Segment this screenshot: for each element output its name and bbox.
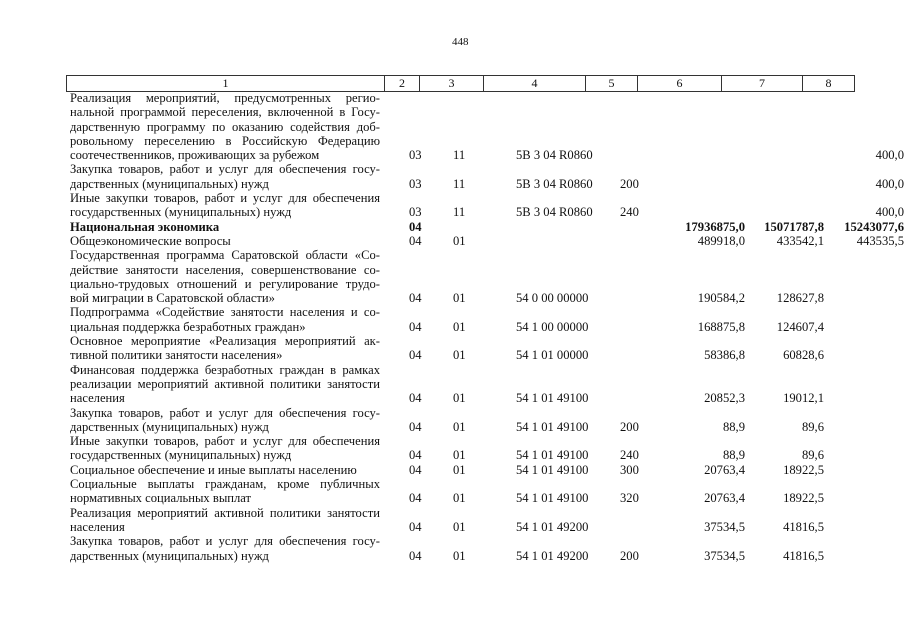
row-description [70, 220, 380, 234]
table-body [70, 91, 904, 563]
cell-col-5: 200 [620, 548, 639, 563]
cell-col-2: 03 [409, 176, 422, 191]
row-description [70, 234, 380, 248]
description-line: циально-трудовых отношений и регулирование трудо- [70, 276, 380, 291]
cell-col-2: 04 [409, 548, 422, 563]
description-line: реализации мероприятий активной политики занятости [70, 376, 380, 391]
description-line: Закупка товаров, работ и услуг для обеспечения госу- [70, 405, 380, 420]
row-description [70, 506, 380, 535]
cell-col-3: 01 [453, 319, 466, 334]
cell-col-8: 400,0 [875, 148, 904, 163]
cell-col-5: 300 [620, 462, 639, 477]
cell-col-2: 04 [409, 491, 422, 506]
cell-col-2: 04 [409, 291, 422, 306]
cell-col-6: 37534,5 [704, 548, 745, 563]
header-col-2: 2 [385, 76, 420, 91]
table-row [70, 506, 904, 535]
cell-col-7: 124607,4 [776, 319, 824, 334]
row-description [70, 477, 380, 506]
table-row [70, 434, 904, 463]
cell-col-2: 04 [409, 519, 422, 534]
header-col-4: 4 [484, 76, 586, 91]
cell-col-3: 11 [453, 205, 466, 220]
cell-col-2: 04 [409, 448, 422, 463]
cell-col-2: 04 [409, 319, 422, 334]
description-line: населения [70, 391, 125, 406]
row-description [70, 248, 380, 305]
description-line: дарственную программу по оказанию содействия доб- [70, 119, 380, 134]
table-row [70, 248, 904, 305]
description-line: Реализация мероприятий активной политики занятости [70, 505, 380, 520]
cell-col-2: 04 [409, 233, 422, 248]
cell-col-3: 01 [453, 348, 466, 363]
cell-col-4: 54 1 01 00000 [516, 348, 589, 363]
description-line: Подпрограмма «Содействие занятости населения и со- [70, 305, 380, 320]
cell-col-3: 01 [453, 462, 466, 477]
header-col-1: 1 [67, 76, 385, 91]
table-row [70, 334, 904, 363]
cell-col-4: 5B 3 04 R0860 [516, 148, 593, 163]
description-line: Основное мероприятие «Реализация мероприятий ак- [70, 334, 380, 349]
description-line: тивной политики занятости населения» [70, 348, 283, 363]
cell-col-8: 443535,5 [856, 233, 904, 248]
cell-col-2: 04 [409, 419, 422, 434]
description-line: ровольному переселению в Российскую Федерацию [70, 133, 380, 148]
cell-col-6: 20763,4 [704, 462, 745, 477]
description-line: вой миграции в Саратовской области» [70, 291, 275, 306]
cell-col-7: 18922,5 [783, 491, 824, 506]
header-col-5: 5 [586, 76, 638, 91]
table-row [70, 406, 904, 435]
description-line: Социальное обеспечение и иные выплаты населению [70, 462, 357, 477]
description-line: циальная поддержка безработных граждан» [70, 319, 306, 334]
table-header [66, 75, 855, 92]
cell-col-7: 19012,1 [783, 391, 824, 406]
description-line: действие занятости населения, совершенствование со- [70, 262, 380, 277]
cell-col-5: 200 [620, 176, 639, 191]
cell-col-4: 54 1 01 49100 [516, 462, 589, 477]
table-row [70, 305, 904, 334]
cell-col-3: 11 [453, 148, 466, 163]
cell-col-5: 200 [620, 419, 639, 434]
cell-col-6: 58386,8 [704, 348, 745, 363]
cell-col-4: 54 1 01 49100 [516, 391, 589, 406]
row-description [70, 406, 380, 435]
cell-col-3: 01 [453, 233, 466, 248]
table-row [70, 234, 904, 248]
row-description [70, 191, 380, 220]
page-number: 448 [452, 36, 469, 48]
cell-col-5: 320 [620, 491, 639, 506]
cell-col-7: 433542,1 [776, 233, 824, 248]
row-description [70, 334, 380, 363]
description-line: Закупка товаров, работ и услуг для обеспечения госу- [70, 534, 380, 549]
cell-col-4: 54 1 01 49200 [516, 548, 589, 563]
cell-col-3: 01 [453, 491, 466, 506]
row-description [70, 463, 380, 477]
table-row [70, 191, 904, 220]
table-row [70, 91, 904, 162]
cell-col-4: 54 1 01 49200 [516, 519, 589, 534]
cell-col-3: 01 [453, 291, 466, 306]
table-row [70, 463, 904, 477]
cell-col-6: 190584,2 [697, 291, 745, 306]
table-row [70, 534, 904, 563]
cell-col-3: 11 [453, 176, 466, 191]
description-line: дарственных (муниципальных) нужд [70, 548, 269, 563]
header-col-7: 7 [722, 76, 803, 91]
cell-col-4: 5B 3 04 R0860 [516, 205, 593, 220]
description-line: Иные закупки товаров, работ и услуг для обеспечения [70, 191, 380, 206]
description-line: дарственных (муниципальных) нужд [70, 419, 269, 434]
cell-col-2: 04 [409, 391, 422, 406]
cell-col-4: 5B 3 04 R0860 [516, 176, 593, 191]
cell-col-8: 15243077,6 [844, 219, 904, 234]
cell-col-2: 04 [409, 219, 422, 234]
cell-col-4: 54 0 00 00000 [516, 291, 589, 306]
cell-col-6: 88,9 [722, 419, 745, 434]
row-description [70, 534, 380, 563]
description-line: Закупка товаров, работ и услуг для обеспечения госу- [70, 162, 380, 177]
cell-col-3: 01 [453, 519, 466, 534]
description-line: Национальная экономика [70, 219, 220, 234]
description-line: Иные закупки товаров, работ и услуг для обеспечения [70, 434, 380, 449]
description-line: соотечественников, проживающих за рубежом [70, 148, 320, 163]
cell-col-6: 17936875,0 [685, 219, 745, 234]
description-line: нальной программой переселения, включенной в Госу- [70, 105, 380, 120]
row-description [70, 305, 380, 334]
row-description [70, 91, 380, 162]
cell-col-3: 01 [453, 448, 466, 463]
cell-col-4: 54 1 00 00000 [516, 319, 589, 334]
description-line: государственных (муниципальных) нужд [70, 448, 292, 463]
table-row [70, 162, 904, 191]
description-line: Реализация мероприятий, предусмотренных регио- [70, 91, 380, 105]
header-col-3: 3 [420, 76, 484, 91]
cell-col-2: 04 [409, 348, 422, 363]
description-line: Финансовая поддержка безработных граждан в рамках [70, 362, 380, 377]
table-row [70, 220, 904, 234]
description-line: Общеэкономические вопросы [70, 233, 231, 248]
description-line: дарственных (муниципальных) нужд [70, 176, 269, 191]
cell-col-6: 37534,5 [704, 519, 745, 534]
cell-col-7: 60828,6 [783, 348, 824, 363]
cell-col-6: 20852,3 [704, 391, 745, 406]
cell-col-2: 04 [409, 462, 422, 477]
cell-col-3: 01 [453, 419, 466, 434]
table-row [70, 363, 904, 406]
cell-col-6: 88,9 [722, 448, 745, 463]
header-col-6: 6 [638, 76, 722, 91]
row-description [70, 162, 380, 191]
cell-col-5: 240 [620, 448, 639, 463]
description-line: Социальные выплаты гражданам, кроме публичных [70, 477, 380, 492]
description-line: нормативных социальных выплат [70, 491, 252, 506]
header-col-8: 8 [825, 76, 832, 90]
cell-col-7: 41816,5 [783, 519, 824, 534]
row-description [70, 363, 380, 406]
cell-col-6: 20763,4 [704, 491, 745, 506]
cell-col-7: 128627,8 [776, 291, 824, 306]
cell-col-8: 400,0 [875, 205, 904, 220]
cell-col-3: 01 [453, 391, 466, 406]
cell-col-4: 54 1 01 49100 [516, 448, 589, 463]
cell-col-6: 168875,8 [697, 319, 745, 334]
description-line: Государственная программа Саратовской области «Со- [70, 248, 380, 263]
cell-col-7: 18922,5 [783, 462, 824, 477]
cell-col-2: 03 [409, 148, 422, 163]
cell-col-7: 89,6 [801, 419, 824, 434]
cell-col-4: 54 1 01 49100 [516, 491, 589, 506]
cell-col-3: 01 [453, 548, 466, 563]
cell-col-8: 400,0 [875, 176, 904, 191]
description-line: государственных (муниципальных) нужд [70, 205, 292, 220]
cell-col-4: 54 1 01 49100 [516, 419, 589, 434]
cell-col-7: 15071787,8 [764, 219, 824, 234]
cell-col-2: 03 [409, 205, 422, 220]
row-description [70, 434, 380, 463]
description-line: населения [70, 519, 125, 534]
cell-col-7: 41816,5 [783, 548, 824, 563]
cell-col-7: 89,6 [801, 448, 824, 463]
cell-col-6: 489918,0 [697, 233, 745, 248]
table-row [70, 477, 904, 506]
cell-col-5: 240 [620, 205, 639, 220]
